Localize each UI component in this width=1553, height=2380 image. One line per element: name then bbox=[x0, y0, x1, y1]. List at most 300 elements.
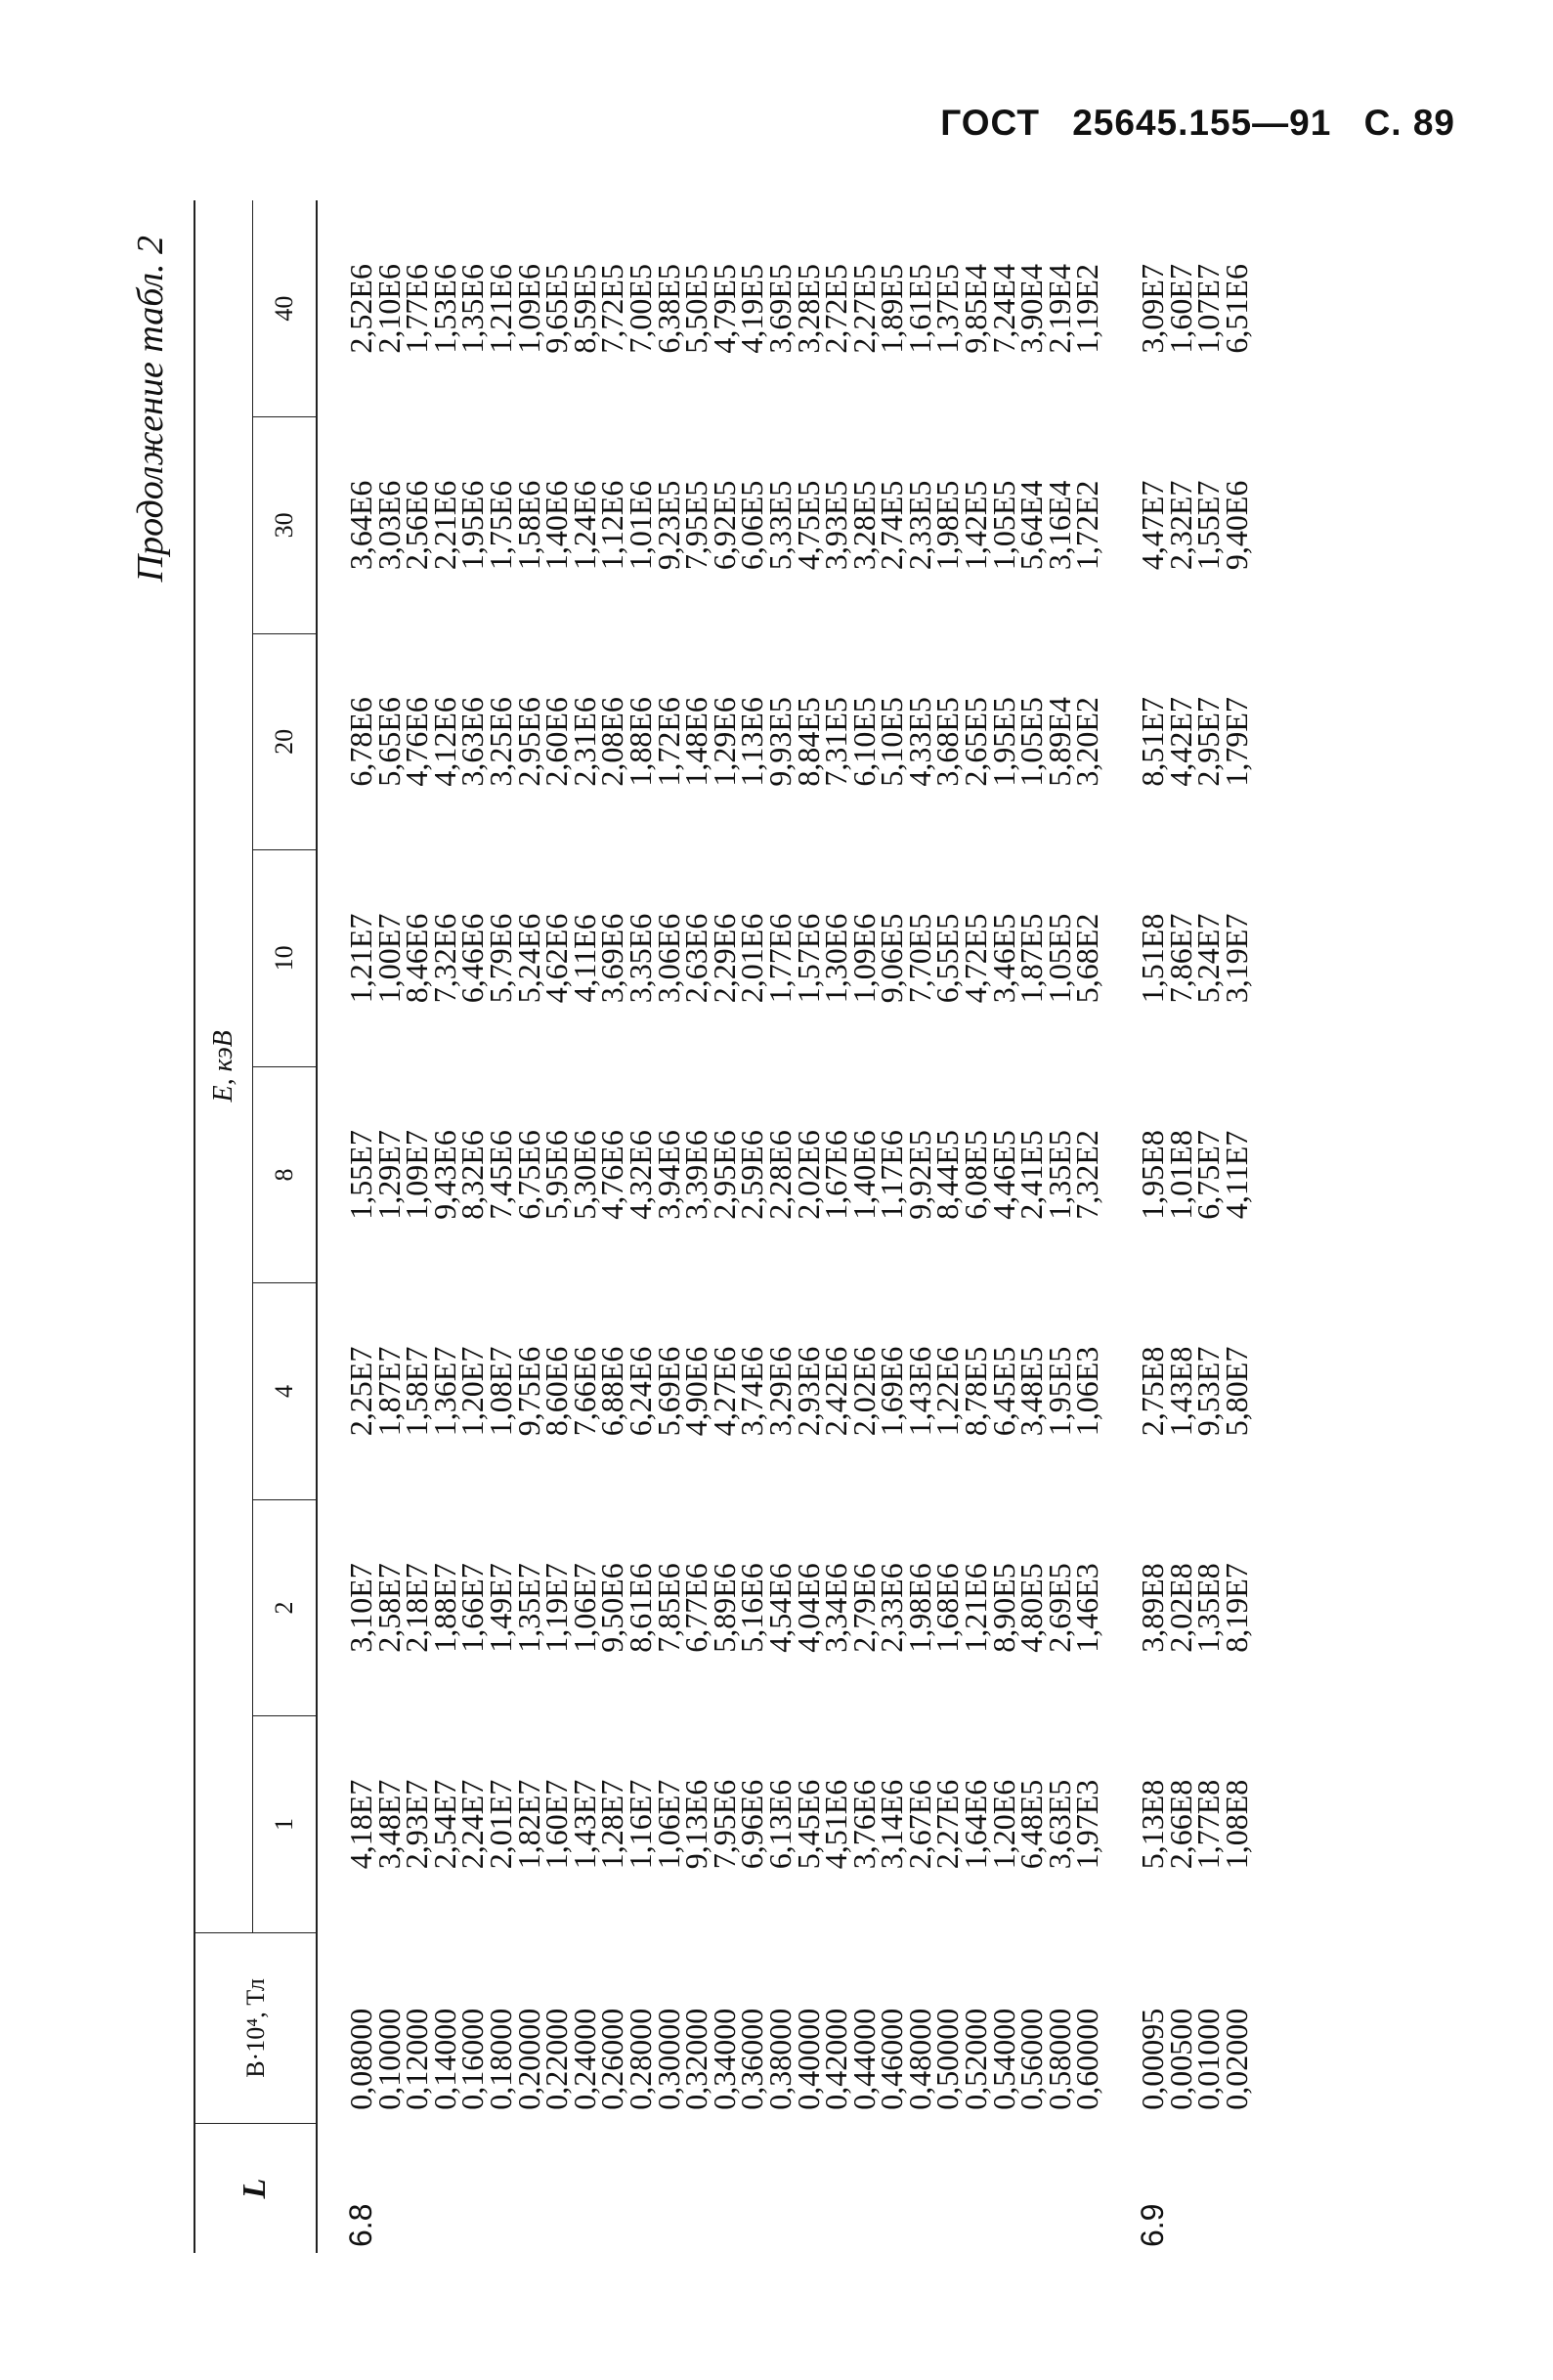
flux-value: 2,66E8 bbox=[1162, 1779, 1198, 1870]
table-caption: Продолжение табл. 2 bbox=[130, 236, 171, 583]
flux-value: 1,72E6 bbox=[650, 697, 686, 787]
flux-value: 3,34E6 bbox=[818, 1563, 854, 1653]
flux-value: 1,60E7 bbox=[1162, 264, 1198, 354]
flux-value: 3,29E6 bbox=[761, 1346, 798, 1437]
flux-value: 2,33E5 bbox=[901, 480, 937, 571]
flux-value: 1,09E6 bbox=[510, 264, 546, 354]
flux-value: 6,24E6 bbox=[622, 1346, 658, 1437]
flux-value: 3,76E6 bbox=[845, 1779, 882, 1870]
flux-value: 2,28E6 bbox=[761, 1130, 798, 1220]
flux-value: 1,88E6 bbox=[622, 697, 658, 787]
flux-value: 4,11E7 bbox=[1218, 1130, 1254, 1220]
flux-value: 1,57E6 bbox=[790, 913, 826, 1004]
b-value: 0,56000 bbox=[1014, 2008, 1050, 2110]
flux-value: 1,36E7 bbox=[426, 1346, 462, 1437]
flux-value: 3,39E6 bbox=[678, 1130, 714, 1220]
flux-value: 3,03E6 bbox=[370, 480, 407, 571]
flux-value: 1,17E6 bbox=[874, 1130, 910, 1220]
flux-value: 1,06E7 bbox=[650, 1779, 686, 1870]
flux-value: 9,53E7 bbox=[1190, 1346, 1227, 1437]
flux-value: 5,16E6 bbox=[734, 1563, 770, 1653]
flux-value: 1,01E8 bbox=[1162, 1130, 1198, 1220]
flux-value: 1,35E6 bbox=[454, 264, 491, 354]
flux-value: 2,01E7 bbox=[482, 1779, 518, 1870]
flux-value: 1,05E5 bbox=[985, 480, 1021, 571]
cell-energy-1-stack bbox=[317, 1716, 1105, 1933]
b-value: 0,00095 bbox=[1135, 2008, 1171, 2110]
b-value: 0,34000 bbox=[706, 2008, 742, 2110]
flux-value: 1,77E6 bbox=[399, 264, 435, 354]
flux-value: 8,51E7 bbox=[1135, 697, 1171, 787]
flux-value: 1,95E6 bbox=[454, 480, 491, 571]
flux-value: 4,62E6 bbox=[539, 913, 575, 1004]
flux-value: 1,89E5 bbox=[874, 264, 910, 354]
flux-value: 2,65E5 bbox=[958, 697, 994, 787]
flux-value: 5,95E6 bbox=[539, 1130, 575, 1220]
flux-value: 1,37E5 bbox=[929, 264, 966, 354]
flux-value: 4,32E6 bbox=[622, 1130, 658, 1220]
flux-value: 3,48E7 bbox=[370, 1779, 407, 1870]
flux-value: 2,33E6 bbox=[874, 1563, 910, 1653]
flux-value: 7,24E4 bbox=[985, 264, 1021, 354]
b-value: 0,28000 bbox=[622, 2008, 658, 2110]
flux-value: 1,48E6 bbox=[678, 697, 714, 787]
flux-value: 2,02E6 bbox=[790, 1130, 826, 1220]
flux-value: 6,78E6 bbox=[343, 697, 378, 787]
flux-value: 4,42E7 bbox=[1162, 697, 1198, 787]
flux-value: 2,18E7 bbox=[399, 1563, 435, 1653]
flux-value: 2,31E6 bbox=[566, 697, 602, 787]
flux-value: 6,51E6 bbox=[1218, 264, 1254, 354]
flux-value: 1,35E5 bbox=[1041, 1130, 1077, 1220]
flux-value: 1,95E5 bbox=[985, 697, 1021, 787]
b-value: 0,46000 bbox=[874, 2008, 910, 2110]
cell-L: 6.8 bbox=[343, 2203, 378, 2247]
b-value: 0,01000 bbox=[1190, 2008, 1227, 2110]
b-value: 0,30000 bbox=[650, 2008, 686, 2110]
flux-value: 1,95E5 bbox=[1041, 1346, 1077, 1437]
flux-value: 4,46E5 bbox=[985, 1130, 1021, 1220]
flux-value: 4,79E5 bbox=[706, 264, 742, 354]
flux-value: 7,86E7 bbox=[1162, 913, 1198, 1004]
flux-value: 2,08E6 bbox=[594, 697, 630, 787]
flux-value: 2,52E6 bbox=[343, 264, 378, 354]
flux-value: 2,58E7 bbox=[370, 1563, 407, 1653]
b-value: 0,36000 bbox=[734, 2008, 770, 2110]
flux-value: 9,85E4 bbox=[958, 264, 994, 354]
flux-value: 3,25E6 bbox=[482, 697, 518, 787]
flux-value: 5,30E6 bbox=[566, 1130, 602, 1220]
flux-value: 1,77E8 bbox=[1190, 1779, 1227, 1870]
col-header-B: B·10⁴, Тл bbox=[194, 1932, 317, 2123]
flux-value: 7,31E5 bbox=[818, 697, 854, 787]
flux-value: 3,09E7 bbox=[1135, 264, 1171, 354]
b-value: 0,44000 bbox=[845, 2008, 882, 2110]
flux-value: 3,90E4 bbox=[1014, 264, 1050, 354]
flux-value: 3,20E2 bbox=[1069, 697, 1105, 787]
flux-value: 1,09E6 bbox=[845, 913, 882, 1004]
flux-value: 5,13E8 bbox=[1135, 1779, 1171, 1870]
flux-value: 6,38E5 bbox=[650, 264, 686, 354]
flux-value: 6,10E5 bbox=[845, 697, 882, 787]
flux-value: 4,72E5 bbox=[958, 913, 994, 1004]
flux-value: 2,21E6 bbox=[426, 480, 462, 571]
flux-value: 1,66E7 bbox=[454, 1563, 491, 1653]
flux-value: 3,64E6 bbox=[343, 480, 378, 571]
flux-value: 7,00E5 bbox=[622, 264, 658, 354]
flux-value: 2,60E6 bbox=[539, 697, 575, 787]
b-value: 0,26000 bbox=[594, 2008, 630, 2110]
flux-value: 1,16E7 bbox=[622, 1779, 658, 1870]
cell-energy-30-stack bbox=[317, 417, 1105, 634]
b-value: 0,48000 bbox=[901, 2008, 937, 2110]
cell-energy-40-stack bbox=[1101, 200, 1254, 417]
flux-value: 1,06E3 bbox=[1069, 1346, 1105, 1437]
flux-value: 2,93E7 bbox=[399, 1779, 435, 1870]
b-value: 0,42000 bbox=[818, 2008, 854, 2110]
flux-value: 8,78E5 bbox=[958, 1346, 994, 1437]
b-value: 0,14000 bbox=[426, 2008, 462, 2110]
flux-value: 1,53E6 bbox=[426, 264, 462, 354]
col-header-energy-4: 4 bbox=[253, 1283, 318, 1500]
flux-value: 2,02E8 bbox=[1162, 1563, 1198, 1653]
cell-energy-8-stack bbox=[1101, 1066, 1254, 1283]
flux-value: 4,90E6 bbox=[678, 1346, 714, 1437]
flux-value: 6,48E5 bbox=[1014, 1779, 1050, 1870]
flux-value: 4,27E6 bbox=[706, 1346, 742, 1437]
flux-value: 1,87E5 bbox=[1014, 913, 1050, 1004]
flux-value: 7,32E6 bbox=[426, 913, 462, 1004]
flux-value: 3,35E6 bbox=[622, 913, 658, 1004]
flux-value: 2,93E6 bbox=[790, 1346, 826, 1437]
flux-value: 5,10E5 bbox=[874, 697, 910, 787]
flux-value: 1,95E8 bbox=[1135, 1130, 1171, 1220]
flux-value: 6,96E6 bbox=[734, 1779, 770, 1870]
flux-value: 4,18E7 bbox=[343, 1779, 378, 1870]
flux-value: 2,29E6 bbox=[706, 913, 742, 1004]
flux-value: 8,44E5 bbox=[929, 1130, 966, 1220]
flux-value: 1,58E6 bbox=[510, 480, 546, 571]
flux-value: 2,79E6 bbox=[845, 1563, 882, 1653]
flux-value: 1,09E7 bbox=[399, 1130, 435, 1220]
flux-value: 1,29E7 bbox=[370, 1130, 407, 1220]
flux-value: 7,72E5 bbox=[594, 264, 630, 354]
flux-value: 4,19E5 bbox=[734, 264, 770, 354]
flux-value: 3,28E5 bbox=[845, 480, 882, 571]
b-value: 0,38000 bbox=[761, 2008, 798, 2110]
flux-value: 1,75E6 bbox=[482, 480, 518, 571]
flux-value: 1,77E6 bbox=[761, 913, 798, 1004]
flux-value: 2,75E8 bbox=[1135, 1346, 1171, 1437]
flux-value: 6,13E6 bbox=[761, 1779, 798, 1870]
flux-value: 1,68E6 bbox=[929, 1563, 966, 1653]
flux-value: 4,75E5 bbox=[790, 480, 826, 571]
flux-value: 6,06E5 bbox=[734, 480, 770, 571]
flux-value: 9,23E5 bbox=[650, 480, 686, 571]
flux-value: 6,08E5 bbox=[958, 1130, 994, 1220]
b-value: 0,52000 bbox=[958, 2008, 994, 2110]
flux-value: 5,64E4 bbox=[1014, 480, 1050, 571]
flux-value: 1,98E5 bbox=[929, 480, 966, 571]
flux-value: 2,01E6 bbox=[734, 913, 770, 1004]
flux-value: 4,80E5 bbox=[1014, 1563, 1050, 1653]
flux-value: 1,82E7 bbox=[510, 1779, 546, 1870]
flux-value: 1,55E7 bbox=[1190, 480, 1227, 571]
b-value: 0,08000 bbox=[343, 2008, 378, 2110]
flux-value: 8,19E7 bbox=[1218, 1563, 1254, 1653]
flux-value: 8,32E6 bbox=[454, 1130, 491, 1220]
page-header bbox=[940, 103, 1455, 144]
flux-value: 7,66E6 bbox=[566, 1346, 602, 1437]
flux-value: 3,89E8 bbox=[1135, 1563, 1171, 1653]
flux-value: 4,11E6 bbox=[566, 914, 602, 1003]
flux-value: 2,27E5 bbox=[845, 264, 882, 354]
table-row-group bbox=[1101, 200, 1250, 2253]
flux-value: 8,61E6 bbox=[622, 1563, 658, 1653]
flux-value: 2,41E5 bbox=[1014, 1130, 1050, 1220]
flux-value: 9,93E5 bbox=[761, 697, 798, 787]
page-number: С. 89 bbox=[1363, 103, 1455, 143]
flux-value: 1,00E7 bbox=[370, 913, 407, 1004]
flux-value: 9,06E5 bbox=[874, 913, 910, 1004]
flux-value: 3,93E5 bbox=[818, 480, 854, 571]
b-value: 0,12000 bbox=[399, 2008, 435, 2110]
flux-value: 9,13E6 bbox=[678, 1779, 714, 1870]
flux-value: 1,35E8 bbox=[1190, 1563, 1227, 1653]
flux-value: 5,79E6 bbox=[482, 913, 518, 1004]
flux-value: 6,75E6 bbox=[510, 1130, 546, 1220]
flux-value: 4,12E6 bbox=[426, 697, 462, 787]
flux-value: 4,76E6 bbox=[594, 1130, 630, 1220]
flux-value: 3,94E6 bbox=[650, 1130, 686, 1220]
flux-value: 7,95E6 bbox=[706, 1779, 742, 1870]
flux-value: 1,43E6 bbox=[901, 1346, 937, 1437]
cell-B-stack bbox=[317, 1932, 1105, 2123]
flux-value: 4,04E6 bbox=[790, 1563, 826, 1653]
b-value: 0,24000 bbox=[566, 2008, 602, 2110]
b-value: 0,32000 bbox=[678, 2008, 714, 2110]
flux-value: 1,08E7 bbox=[482, 1346, 518, 1437]
cell-energy-40-stack bbox=[317, 200, 1105, 417]
flux-value: 2,95E6 bbox=[510, 697, 546, 787]
flux-value: 6,77E6 bbox=[678, 1563, 714, 1653]
flux-value: 1,42E5 bbox=[958, 480, 994, 571]
flux-value: 2,56E6 bbox=[399, 480, 435, 571]
flux-value: 3,63E6 bbox=[454, 697, 491, 787]
flux-value: 6,75E7 bbox=[1190, 1130, 1227, 1220]
flux-value: 1,58E7 bbox=[399, 1346, 435, 1437]
flux-value: 9,50E6 bbox=[594, 1563, 630, 1653]
flux-value: 1,30E6 bbox=[818, 913, 854, 1004]
flux-value: 5,24E7 bbox=[1190, 913, 1227, 1004]
flux-value: 7,45E6 bbox=[482, 1130, 518, 1220]
flux-value: 5,33E5 bbox=[761, 480, 798, 571]
cell-energy-20-stack bbox=[1101, 633, 1254, 850]
flux-value: 1,24E6 bbox=[566, 480, 602, 571]
flux-value: 1,40E6 bbox=[845, 1130, 882, 1220]
b-value: 0,50000 bbox=[929, 2008, 966, 2110]
flux-value: 5,89E4 bbox=[1041, 697, 1077, 787]
flux-value: 8,60E6 bbox=[539, 1346, 575, 1437]
flux-value: 2,67E6 bbox=[901, 1779, 937, 1870]
flux-value: 3,46E5 bbox=[985, 913, 1021, 1004]
flux-value: 1,88E7 bbox=[426, 1563, 462, 1653]
flux-value: 1,40E6 bbox=[539, 480, 575, 571]
flux-value: 2,24E7 bbox=[454, 1779, 491, 1870]
col-header-energy-group bbox=[194, 200, 253, 1932]
flux-value: 2,59E6 bbox=[734, 1130, 770, 1220]
flux-value: 1,87E7 bbox=[370, 1346, 407, 1437]
col-header-energy-8: 8 bbox=[253, 1066, 318, 1283]
flux-value: 1,07E7 bbox=[1190, 264, 1227, 354]
flux-value: 9,43E6 bbox=[426, 1130, 462, 1220]
b-value: 0,54000 bbox=[985, 2008, 1021, 2110]
flux-value: 1,49E7 bbox=[482, 1563, 518, 1653]
flux-value: 2,02E6 bbox=[845, 1346, 882, 1437]
flux-value: 5,24E6 bbox=[510, 913, 546, 1004]
b-value: 0,60000 bbox=[1069, 2008, 1105, 2110]
flux-value: 4,33E5 bbox=[901, 697, 937, 787]
flux-value: 1,21E7 bbox=[343, 913, 378, 1004]
flux-value: 5,68E2 bbox=[1069, 913, 1105, 1004]
flux-value: 3,10E7 bbox=[343, 1563, 378, 1653]
flux-value: 5,80E7 bbox=[1218, 1346, 1254, 1437]
flux-value: 5,69E6 bbox=[650, 1346, 686, 1437]
flux-value: 4,54E6 bbox=[761, 1563, 798, 1653]
flux-value: 3,69E6 bbox=[594, 913, 630, 1004]
flux-value: 2,19E4 bbox=[1041, 264, 1077, 354]
caption-row bbox=[115, 200, 194, 2253]
flux-value: 7,85E6 bbox=[650, 1563, 686, 1653]
flux-value: 1,06E7 bbox=[566, 1563, 602, 1653]
flux-value: 1,12E6 bbox=[594, 480, 630, 571]
flux-value: 9,65E5 bbox=[539, 264, 575, 354]
flux-value: 3,16E4 bbox=[1041, 480, 1077, 571]
flux-value: 3,28E5 bbox=[790, 264, 826, 354]
flux-value: 5,89E6 bbox=[706, 1563, 742, 1653]
flux-value: 1,05E5 bbox=[1014, 697, 1050, 787]
flux-value: 1,55E7 bbox=[343, 1130, 378, 1220]
flux-value: 2,95E6 bbox=[706, 1130, 742, 1220]
flux-value: 5,65E6 bbox=[370, 697, 407, 787]
flux-value: 1,60E7 bbox=[539, 1779, 575, 1870]
flux-value: 2,54E7 bbox=[426, 1779, 462, 1870]
flux-value: 3,14E6 bbox=[874, 1779, 910, 1870]
flux-value: 1,08E8 bbox=[1218, 1779, 1254, 1870]
energy-group-label: E, кэВ bbox=[207, 1030, 238, 1103]
flux-value: 9,40E6 bbox=[1218, 480, 1254, 571]
flux-value: 2,72E5 bbox=[818, 264, 854, 354]
flux-value: 1,35E7 bbox=[510, 1563, 546, 1653]
flux-value: 4,47E7 bbox=[1135, 480, 1171, 571]
flux-value: 8,90E5 bbox=[985, 1563, 1021, 1653]
cell-energy-20-stack bbox=[317, 633, 1105, 850]
flux-value: 1,64E6 bbox=[958, 1779, 994, 1870]
cell-energy-4-stack bbox=[1101, 1283, 1254, 1500]
flux-value: 9,75E6 bbox=[510, 1346, 546, 1437]
flux-value: 3,63E5 bbox=[1041, 1779, 1077, 1870]
flux-value: 2,10E6 bbox=[370, 264, 407, 354]
flux-value: 1,69E6 bbox=[874, 1346, 910, 1437]
flux-value: 1,72E2 bbox=[1069, 480, 1105, 571]
flux-value: 6,92E5 bbox=[706, 480, 742, 571]
cell-L: 6.9 bbox=[1135, 2203, 1171, 2247]
flux-value: 1,13E6 bbox=[734, 697, 770, 787]
flux-value: 2,27E6 bbox=[929, 1779, 966, 1870]
flux-value: 3,69E5 bbox=[761, 264, 798, 354]
flux-value: 1,19E2 bbox=[1069, 264, 1105, 354]
flux-value: 6,45E5 bbox=[985, 1346, 1021, 1437]
cell-energy-2-stack bbox=[317, 1499, 1105, 1716]
flux-value: 2,63E6 bbox=[678, 913, 714, 1004]
flux-value: 3,19E7 bbox=[1218, 913, 1254, 1004]
cell-energy-8-stack bbox=[317, 1066, 1105, 1283]
flux-value: 5,45E6 bbox=[790, 1779, 826, 1870]
flux-value: 1,61E5 bbox=[901, 264, 937, 354]
col-header-energy-20: 20 bbox=[253, 633, 318, 850]
flux-value: 9,92E5 bbox=[901, 1130, 937, 1220]
cell-energy-10-stack bbox=[317, 850, 1105, 1067]
flux-value: 7,70E5 bbox=[901, 913, 937, 1004]
flux-value: 2,32E7 bbox=[1162, 480, 1198, 571]
flux-value: 7,32E2 bbox=[1069, 1130, 1105, 1220]
b-value: 0,10000 bbox=[370, 2008, 407, 2110]
flux-value: 2,74E5 bbox=[874, 480, 910, 571]
table-row-group bbox=[317, 200, 1101, 2253]
cell-energy-30-stack bbox=[1101, 417, 1254, 634]
col-header-energy-10: 10 bbox=[253, 850, 318, 1067]
b-value: 0,02000 bbox=[1218, 2008, 1254, 2110]
flux-value: 1,29E6 bbox=[706, 697, 742, 787]
flux-value: 1,67E6 bbox=[818, 1130, 854, 1220]
rotated-table-block bbox=[115, 200, 1445, 2253]
flux-value: 2,25E7 bbox=[343, 1346, 378, 1437]
flux-value: 1,28E7 bbox=[594, 1779, 630, 1870]
flux-value: 1,20E7 bbox=[454, 1346, 491, 1437]
flux-value: 3,06E6 bbox=[650, 913, 686, 1004]
col-header-L: L bbox=[194, 2124, 317, 2253]
flux-value: 1,19E7 bbox=[539, 1563, 575, 1653]
flux-value: 3,68E5 bbox=[929, 697, 966, 787]
cell-energy-10-stack bbox=[1101, 850, 1254, 1067]
standard-number: 25645.155—91 bbox=[1072, 103, 1332, 143]
col-header-energy-30: 30 bbox=[253, 417, 318, 634]
b-value: 0,40000 bbox=[790, 2008, 826, 2110]
flux-value: 3,48E5 bbox=[1014, 1346, 1050, 1437]
cell-B-stack bbox=[1101, 1932, 1254, 2123]
flux-value: 1,21E6 bbox=[482, 264, 518, 354]
flux-value: 5,50E5 bbox=[678, 264, 714, 354]
cell-energy-2-stack bbox=[1101, 1499, 1254, 1716]
flux-value: 8,46E6 bbox=[399, 913, 435, 1004]
flux-value: 1,21E6 bbox=[958, 1563, 994, 1653]
flux-value: 8,59E5 bbox=[566, 264, 602, 354]
flux-value: 6,88E6 bbox=[594, 1346, 630, 1437]
flux-value: 1,98E6 bbox=[901, 1563, 937, 1653]
flux-value: 3,74E6 bbox=[734, 1346, 770, 1437]
flux-value: 4,76E6 bbox=[399, 697, 435, 787]
flux-value: 6,46E6 bbox=[454, 913, 491, 1004]
standard-label: ГОСТ bbox=[940, 103, 1040, 143]
cell-energy-1-stack bbox=[1101, 1716, 1254, 1933]
flux-value: 1,01E6 bbox=[622, 480, 658, 571]
flux-value: 1,05E5 bbox=[1041, 913, 1077, 1004]
flux-value: 2,69E5 bbox=[1041, 1563, 1077, 1653]
flux-value: 1,20E6 bbox=[985, 1779, 1021, 1870]
b-value: 0,16000 bbox=[454, 2008, 491, 2110]
col-header-energy-1: 1 bbox=[253, 1716, 318, 1933]
flux-value: 2,42E6 bbox=[818, 1346, 854, 1437]
